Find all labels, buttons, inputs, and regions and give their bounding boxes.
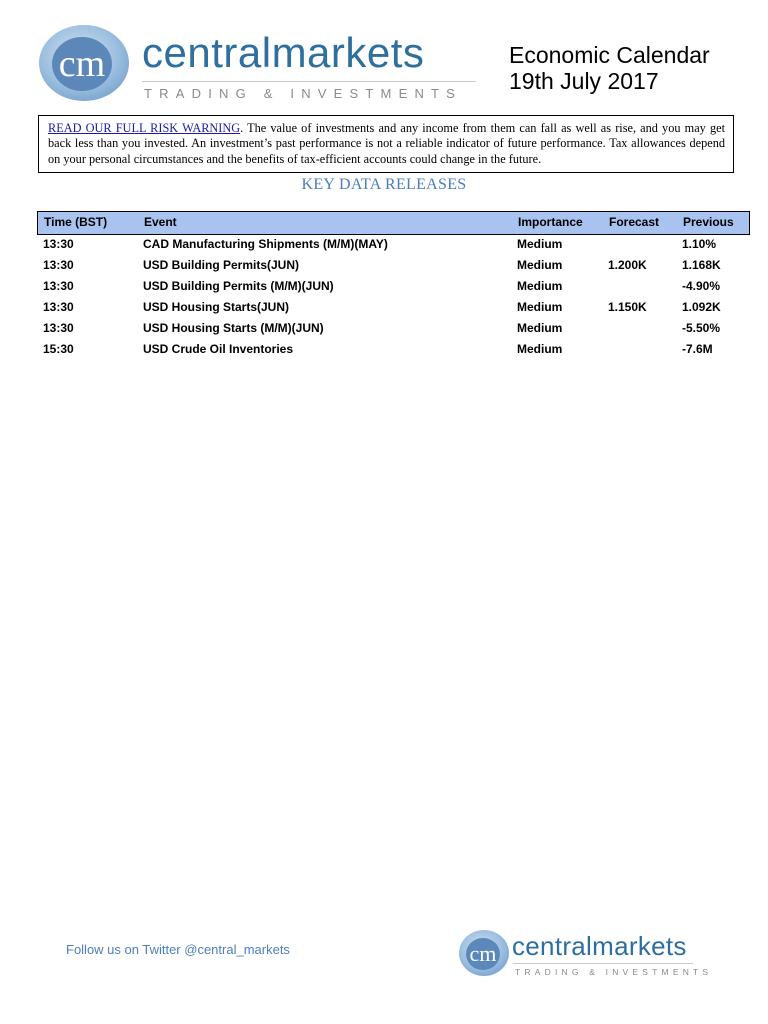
cell-time: 13:30 xyxy=(43,258,74,272)
cell-previous: -7.6M xyxy=(682,342,713,356)
header-previous: Previous xyxy=(683,215,734,229)
footer-logo-monogram: cm xyxy=(469,941,497,966)
brand-name: centralmarkets xyxy=(142,29,425,76)
cell-time: 13:30 xyxy=(43,321,74,335)
cell-time: 13:30 xyxy=(43,300,74,314)
footer-logo-rule xyxy=(513,963,693,964)
header-time: Time (BST) xyxy=(44,215,108,229)
footer-logo-circle-icon xyxy=(458,929,510,977)
brand-tagline: TRADING & INVESTMENTS xyxy=(144,86,463,101)
header-importance: Importance xyxy=(518,215,583,229)
cell-previous: -5.50% xyxy=(682,321,721,335)
table-header xyxy=(37,211,750,235)
cell-importance: Medium xyxy=(517,300,563,314)
header-forecast: Forecast xyxy=(609,215,660,229)
risk-warning-text: . The value of investments and any income from them can fall as well as rise, and you may get back less than you invested. An investment’s past performance is not a reliable indicator of future performance. Tax allowances depend on your personal circumstances and the benefits of tax-efficient accounts could change in the future. xyxy=(48,121,725,166)
cell-event: USD Housing Starts (M/M)(JUN) xyxy=(143,321,324,335)
cell-event: USD Housing Starts(JUN) xyxy=(143,300,290,314)
cell-importance: Medium xyxy=(517,258,563,272)
cell-importance: Medium xyxy=(517,279,563,293)
cell-event: CAD Manufacturing Shipments (M/M)(MAY) xyxy=(143,237,388,251)
cell-importance: Medium xyxy=(517,342,563,356)
cell-importance: Medium xyxy=(517,321,563,335)
cell-time: 13:30 xyxy=(43,279,74,293)
footer-brand-name: centralmarkets xyxy=(512,931,687,961)
cell-event: USD Building Permits (M/M)(JUN) xyxy=(143,279,334,293)
cell-time: 13:30 xyxy=(43,237,74,251)
company-logo xyxy=(38,24,488,106)
data-releases-table xyxy=(37,211,750,361)
table-row xyxy=(37,277,750,298)
table-row xyxy=(37,235,750,256)
section-title: KEY DATA RELEASES xyxy=(301,176,467,193)
footer-brand-tagline: TRADING & INVESTMENTS xyxy=(515,967,713,977)
cell-event: USD Building Permits(JUN) xyxy=(143,258,300,272)
risk-warning-link[interactable]: READ OUR FULL RISK WARNING xyxy=(48,121,241,135)
cell-previous: 1.10% xyxy=(682,237,717,251)
cell-event: USD Crude Oil Inventories xyxy=(143,342,294,356)
cell-forecast: 1.200K xyxy=(608,258,647,272)
cell-previous: -4.90% xyxy=(682,279,721,293)
cell-previous: 1.168K xyxy=(682,258,721,272)
cell-time: 15:30 xyxy=(43,342,74,356)
footer-logo xyxy=(458,929,718,981)
risk-warning-box xyxy=(38,115,734,173)
table-row xyxy=(37,319,750,340)
cell-previous: 1.092K xyxy=(682,300,721,314)
cell-forecast: 1.150K xyxy=(608,300,647,314)
table-row xyxy=(37,298,750,319)
header-event: Event xyxy=(144,215,177,229)
cell-importance: Medium xyxy=(517,237,563,251)
twitter-follow-text: Follow us on Twitter @central_markets xyxy=(66,942,290,957)
document-title: Economic Calendar 19th July 2017 xyxy=(509,42,710,94)
logo-rule xyxy=(142,81,476,82)
table-row xyxy=(37,256,750,277)
table-row xyxy=(37,340,750,361)
logo-circle-icon xyxy=(38,24,130,102)
logo-monogram: cm xyxy=(58,43,106,85)
